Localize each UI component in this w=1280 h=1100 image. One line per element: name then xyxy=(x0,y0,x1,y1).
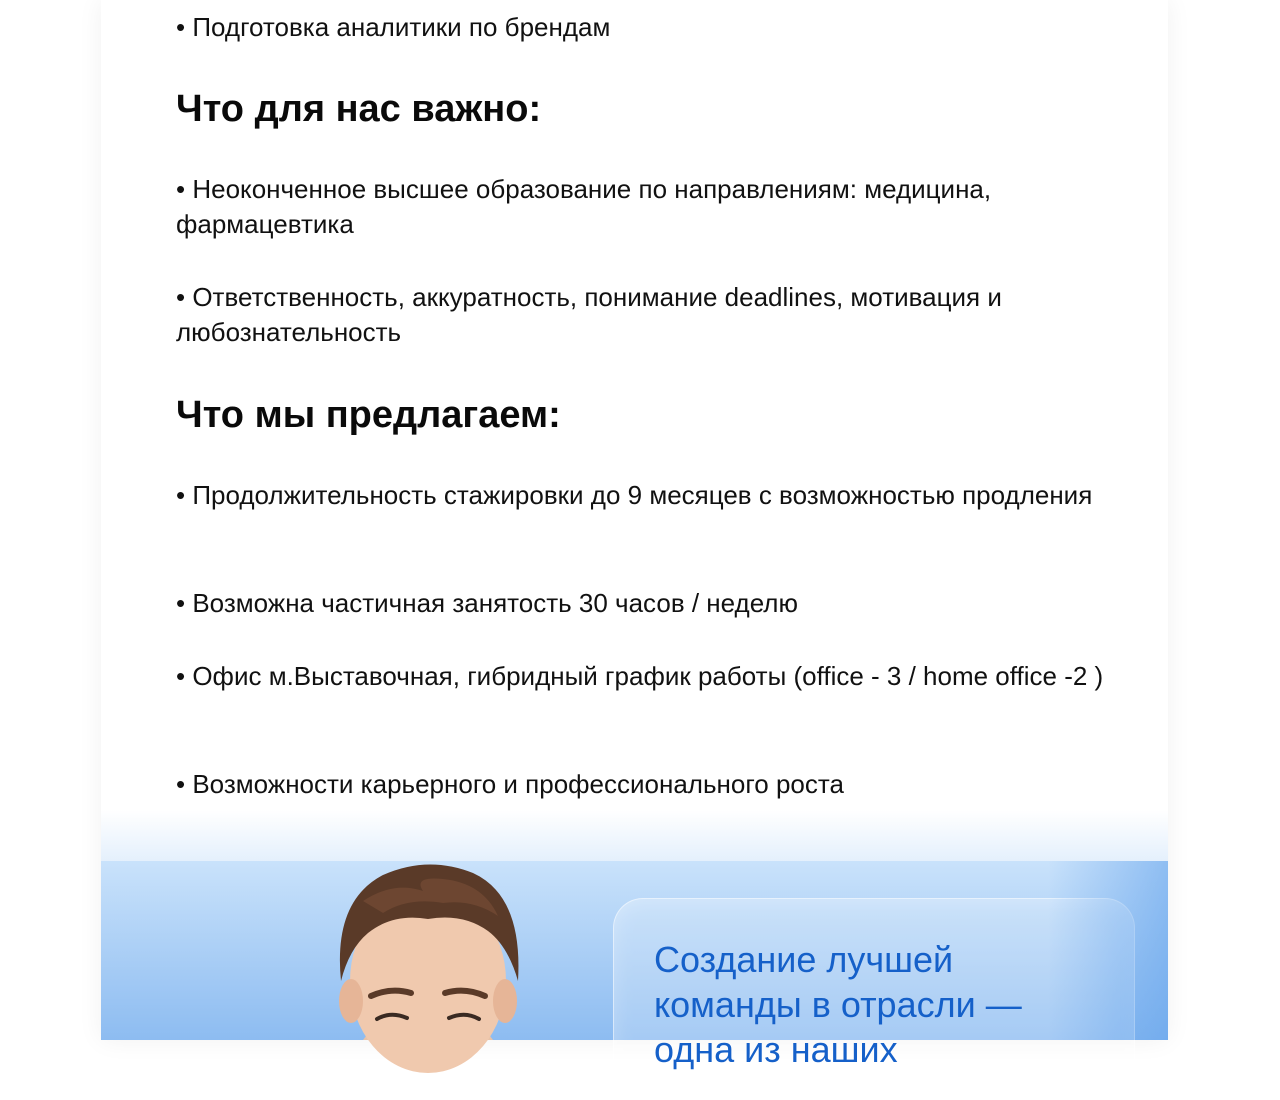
quote-text: Создание лучшей команды в отрасли — одна из наших xyxy=(654,939,1022,1070)
requirement-item: • Неоконченное высшее образование по направлениям: медицина, фармацевтика xyxy=(176,174,992,239)
banner-fade xyxy=(101,810,1168,862)
task-item: • Подготовка аналитики по брендам xyxy=(176,12,611,42)
important-heading: Что для нас важно: xyxy=(176,88,542,130)
requirement-item: • Ответственность, аккуратность, понимание deadlines, мотивация и любознательность xyxy=(176,282,1002,347)
offer-item: • Возможности карьерного и профессионального роста xyxy=(176,769,844,799)
employee-photo xyxy=(323,861,533,1040)
quote-card xyxy=(613,898,1135,1100)
vacancy-card xyxy=(101,0,1168,1070)
offer-item: • Продолжительность стажировки до 9 месяцев с возможностью продления xyxy=(176,480,1093,510)
offer-heading: Что мы предлагаем: xyxy=(176,394,561,436)
team-banner xyxy=(101,861,1168,1070)
offer-item: • Возможна частичная занятость 30 часов / неделю xyxy=(176,588,798,618)
offer-item: • Офис м.Выставочная, гибридный график работы (office - 3 / home office -2 ) xyxy=(176,661,1104,691)
